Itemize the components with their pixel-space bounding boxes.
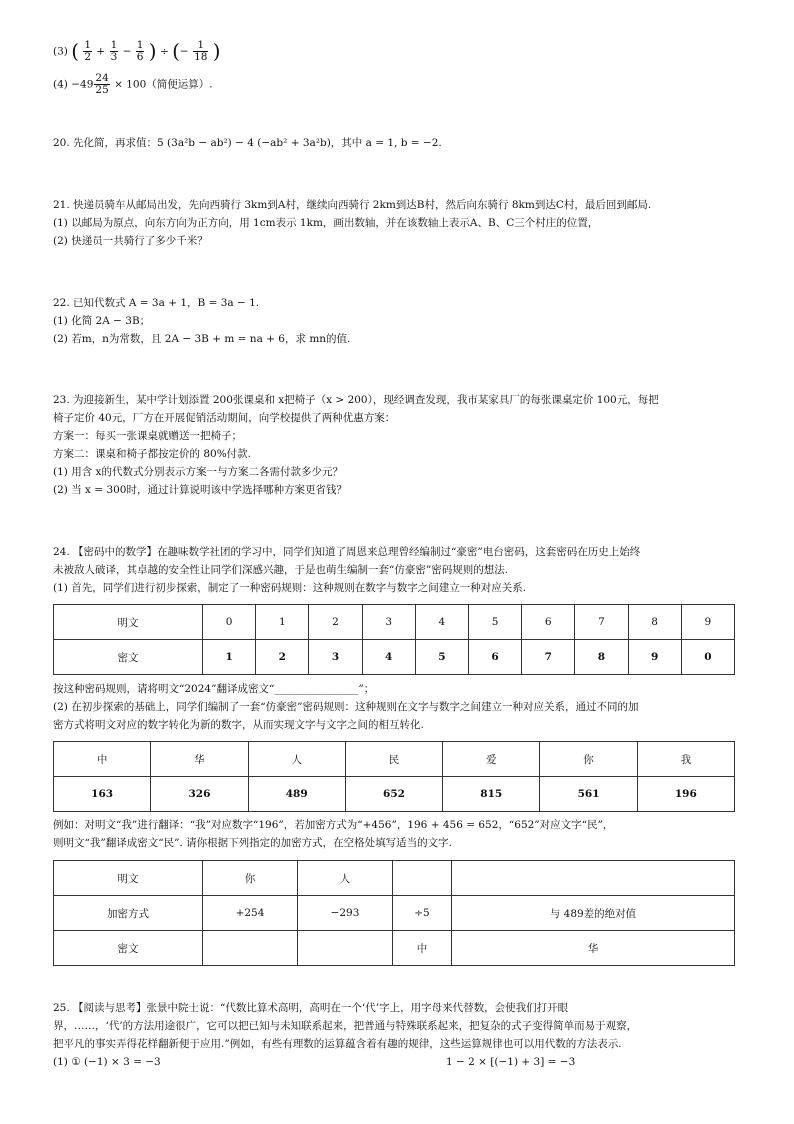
cell: 中 [54, 742, 151, 777]
cell: 我 [637, 742, 734, 777]
question-22-part2: (2) 若m，n为常数，且 2A − 3B + m = na + 6，求 mn的值. [53, 333, 351, 345]
cell: 326 [151, 777, 248, 812]
cell: 6 [468, 640, 521, 675]
cell: 3 [309, 640, 362, 675]
cipher-table-3 [53, 860, 735, 966]
cell: 9 [681, 605, 734, 640]
cell: 163 [54, 777, 151, 812]
question-25-line: (1) ① (−1) × 3 = −3 [53, 1056, 161, 1068]
question-25-line: 把平凡的事实弄得花样翻新便于应用.”例如，有些有理数的运算蕴含着有趣的规律，这些运算规律也可以用代数的方法表示. [53, 1038, 622, 1050]
table-row [54, 640, 735, 675]
cell: 密文 [54, 640, 203, 675]
question-23-line: 方案二：课桌和椅子都按定价的 80%付款. [53, 448, 252, 460]
question-24-line: 24. 【密码中的数学】在趣味数学社团的学习中，同学们知道了周恩来总理曾经编制过“豪密”电台密码，这套密码在历史上始终 [53, 546, 641, 558]
cell: 2 [256, 640, 309, 675]
cell: 民 [345, 742, 442, 777]
cell [393, 861, 452, 896]
cell: 爱 [443, 742, 540, 777]
table-row [54, 931, 735, 966]
cell: 3 [362, 605, 415, 640]
cell: 489 [248, 777, 345, 812]
fraction: $\frac{1}{6}$ [136, 39, 144, 63]
q19-part3: (3) ( $\frac{1}{2}$ + $\frac{1}{3}$ − $\frac{1}{6}$ ) ÷ (− $\frac{1}{18}$ ) [53, 39, 221, 63]
cell [452, 861, 735, 896]
cell: 中 [393, 931, 452, 966]
cell: 652 [345, 777, 442, 812]
table-row [54, 777, 735, 812]
cell: 你 [540, 742, 637, 777]
cell: 561 [540, 777, 637, 812]
q19-part4: (4) −49 $\frac{24}{25}$ × 100（简便运算）. [53, 72, 213, 96]
fraction: $\frac{1}{3}$ [110, 39, 118, 63]
question-25-line: 界，……，‘代’的方法用途很广，它可以把已知与未知联系起来，把普通与特殊联系起来，把复杂的式子变得简单而易于观察， [53, 1020, 638, 1032]
cell: 0 [203, 605, 256, 640]
cell: 9 [628, 640, 681, 675]
question-24-line: 例如：对明文“我”进行翻译：“我”对应数字“196”，若加密方式为“+456”，196 + 456 = 652，“652”对应文字“民”， [53, 819, 614, 831]
cell: +254 [203, 896, 298, 931]
cell: 5 [468, 605, 521, 640]
cell: 与 489差的绝对值 [452, 896, 735, 931]
fraction: $\frac{1}{2}$ [84, 39, 92, 63]
cell: 1 [203, 640, 256, 675]
label: (3) [53, 45, 68, 58]
question-24-line: (2) 在初步探索的基础上，同学们编制了一套“仿豪密”密码规则：这种规则在文字与数字之间建立一种对应关系，通过不同的加 [53, 701, 639, 713]
cell: 加密方式 [54, 896, 203, 931]
question-22-stem: 22. 已知代数式 A = 3a + 1，B = 3a − 1. [53, 297, 260, 309]
table-row [54, 861, 735, 896]
question-23-line: 23. 为迎接新生，某中学计划添置 200张课桌和 x把椅子（x > 200），现经调查发现，我市某家具厂的每张课桌定价 100元，每把 [53, 394, 659, 406]
cell: 5 [415, 640, 468, 675]
cipher-table-2 [53, 741, 735, 812]
cell: 4 [362, 640, 415, 675]
cell: 7 [522, 640, 575, 675]
question-24-line: 未被敌人破译，其卓越的安全性让同学们深感兴趣，于是也萌生编制一套“仿豪密”密码规则的想法. [53, 564, 509, 576]
cell: 4 [415, 605, 468, 640]
cell: 2 [309, 605, 362, 640]
question-21-part1: (1) 以邮局为原点，向东方向为正方向，用 1cm表示 1km，画出数轴，并在该数轴上表示A、B、C三个村庄的位置， [53, 217, 599, 229]
cell: 815 [443, 777, 540, 812]
cell: 7 [575, 605, 628, 640]
fraction: $\frac{1}{18}$ [194, 39, 208, 63]
cell: 密文 [54, 931, 203, 966]
question-23-line: (1) 用含 x的代数式分别表示方案一与方案二各需付款多少元？ [53, 466, 343, 478]
cell: 你 [203, 861, 298, 896]
cell: 明文 [54, 861, 203, 896]
question-23-line: (2) 当 x = 300时，通过计算说明该中学选择哪种方案更省钱？ [53, 484, 347, 496]
cell: 华 [151, 742, 248, 777]
table-row [54, 742, 735, 777]
cell: 1 [256, 605, 309, 640]
cell: 0 [681, 640, 734, 675]
question-21-stem: 21. 快递员骑车从邮局出发，先向西骑行 3km到A村，继续向西骑行 2km到达B村，然后向东骑行 8km到达C村，最后回到邮局. [53, 199, 652, 211]
table-row [54, 896, 735, 931]
cell: 人 [248, 742, 345, 777]
cell: 8 [628, 605, 681, 640]
question-22-part1: (1) 化简 2A − 3B； [53, 315, 151, 327]
question-25-line: 25. 【阅读与思考】张景中院士说：“代数比算术高明，高明在一个‘代’字上，用字母来代替数，会使我们打开眼 [53, 1002, 569, 1014]
question-21-part2: (2) 快递员一共骑行了多少千米？ [53, 235, 208, 247]
cell: 华 [452, 931, 735, 966]
cell: 8 [575, 640, 628, 675]
cell [203, 931, 298, 966]
cell: −293 [298, 896, 393, 931]
question-25-line: 1 − 2 × [(−1) + 3] = −3 [446, 1056, 576, 1068]
cell: 6 [522, 605, 575, 640]
cell: ÷5 [393, 896, 452, 931]
cell: 196 [637, 777, 734, 812]
table-row [54, 605, 735, 640]
question-24-line: 则明文“我”翻译成密文“民”. 请你根据下列指定的加密方式，在空格处填写适当的文字. [53, 837, 452, 849]
fraction: $\frac{24}{25}$ [95, 72, 109, 96]
cipher-table-1 [53, 604, 735, 675]
cell: 明文 [54, 605, 203, 640]
question-24-line: (1) 首先，同学们进行初步探索，制定了一种密码规则：这种规则在数字与数字之间建立一种对应关系. [53, 582, 527, 594]
question-23-line: 方案一：每买一张课桌就赠送一把椅子； [53, 430, 242, 442]
cell [298, 931, 393, 966]
cell: 人 [298, 861, 393, 896]
question-23-line: 椅子定价 40元，厂方在开展促销活动期间，向学校提供了两种优惠方案： [53, 412, 396, 424]
question-20: 20. 先化简，再求值：5 (3a²b − ab²) − 4 (−ab² + 3a²b)，其中 a = 1, b = −2. [53, 137, 442, 149]
question-24-line: 密方式将明文对应的数字转化为新的数字，从而实现文字与文字之间的相互转化. [53, 719, 424, 731]
question-24-line: 按这种密码规则，请将明文“2024”翻译成密文“________________”； [53, 683, 375, 695]
